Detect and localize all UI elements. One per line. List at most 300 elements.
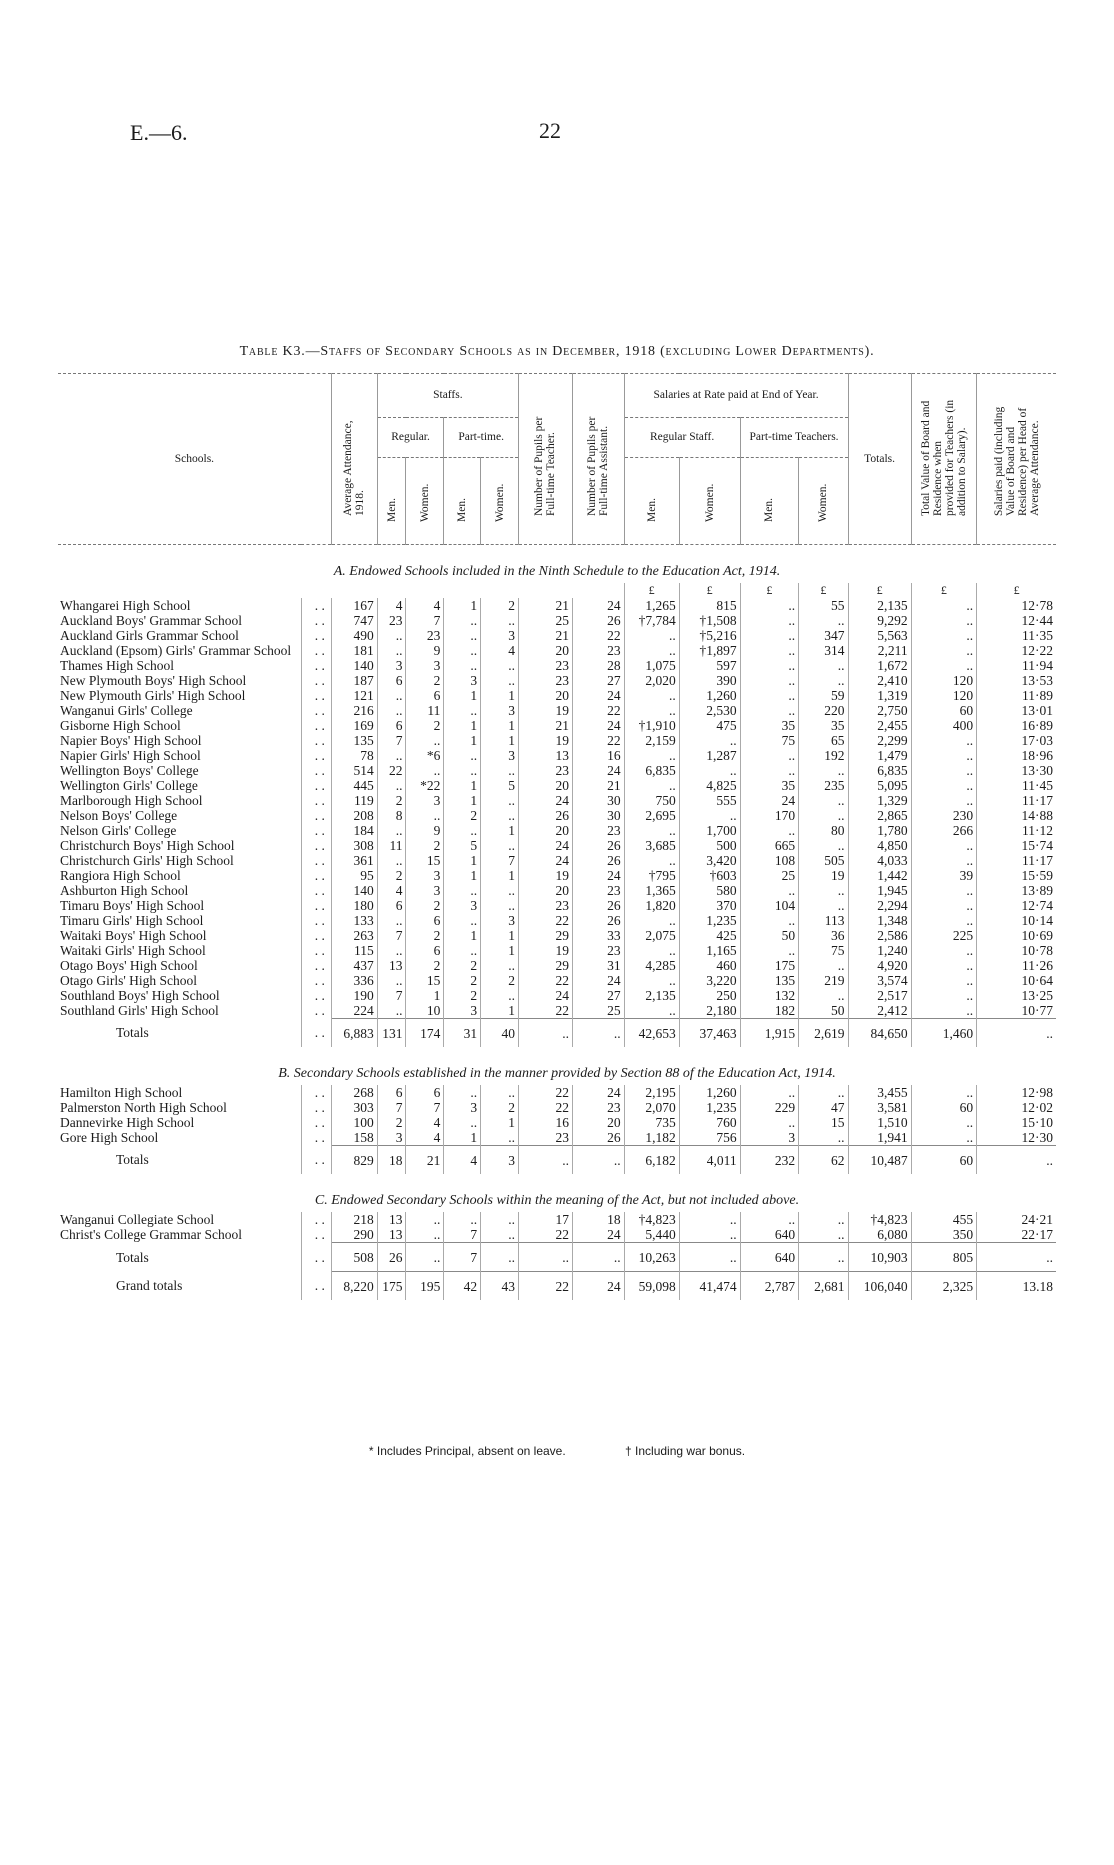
sal-pt-women-cell: ..	[799, 1227, 848, 1243]
avg-attendance-cell: 133	[331, 913, 377, 928]
table-row	[58, 988, 1056, 1003]
table-row	[58, 943, 1056, 958]
sal-reg-women-cell: 1,287	[679, 748, 740, 763]
sal-reg-women-cell: 4,011	[679, 1146, 740, 1175]
sal-pt-men-cell: 665	[740, 838, 799, 853]
staff-pt-women-header: Women.	[481, 457, 519, 544]
pupils-per-teacher-cell: 21	[518, 598, 572, 613]
sal-pt-men-cell: ..	[740, 913, 799, 928]
table-row	[58, 1085, 1056, 1100]
salary-total-cell: 1,348	[848, 913, 911, 928]
sal-reg-women-cell: 3,220	[679, 973, 740, 988]
sal-pt-women-cell: ..	[799, 1212, 848, 1227]
sal-pt-men-cell: 35	[740, 718, 799, 733]
leader-dots: . .	[301, 1212, 331, 1227]
leader-dots: . .	[301, 808, 331, 823]
units-spacer	[58, 583, 624, 598]
per-head-cell: 13.18	[977, 1272, 1056, 1301]
sal-reg-women-cell: 1,235	[679, 1100, 740, 1115]
staff-reg-men-cell: ..	[377, 973, 406, 988]
staff-reg-women-cell: ..	[406, 733, 444, 748]
sal-reg-men-cell: 10,263	[624, 1243, 679, 1272]
staff-reg-women-cell: 2	[406, 928, 444, 943]
pupils-per-teacher-cell: 22	[518, 1272, 572, 1301]
staff-reg-women-cell: 4	[406, 1115, 444, 1130]
pupils-per-teacher-cell: 20	[518, 823, 572, 838]
pupils-per-assistant-cell: 26	[572, 613, 624, 628]
staff-pt-women-cell: 1	[481, 1115, 519, 1130]
sal-reg-women-cell: 475	[679, 718, 740, 733]
school-name: New Plymouth Boys' High School	[60, 673, 247, 688]
per-head-cell: 13·89	[977, 883, 1056, 898]
unit-pound: £	[911, 583, 976, 598]
table-row	[58, 973, 1056, 988]
board-value-cell: ..	[911, 733, 976, 748]
pupils-per-assistant-cell: 31	[572, 958, 624, 973]
leader-dots: . .	[301, 733, 331, 748]
sal-reg-women-cell: 760	[679, 1115, 740, 1130]
sal-pt-men-cell: ..	[740, 613, 799, 628]
sal-pt-women-cell: 65	[799, 733, 848, 748]
per-head-cell: 17·03	[977, 733, 1056, 748]
staff-reg-women-cell: 21	[406, 1146, 444, 1175]
sal-pt-men-cell: 108	[740, 853, 799, 868]
table-row	[58, 778, 1056, 793]
sal-reg-women-cell: ..	[679, 1243, 740, 1272]
table-row	[58, 928, 1056, 943]
board-value-cell: 2,325	[911, 1272, 976, 1301]
avg-attendance-cell: 290	[331, 1227, 377, 1243]
school-name: Wellington Boys' College	[60, 763, 199, 778]
avg-attendance-cell: 119	[331, 793, 377, 808]
staff-pt-men-cell: ..	[444, 1085, 481, 1100]
sal-reg-men-cell: 2,159	[624, 733, 679, 748]
board-value-cell: 225	[911, 928, 976, 943]
staff-pt-women-cell: 3	[481, 628, 519, 643]
staff-pt-men-cell: ..	[444, 943, 481, 958]
leader-dots: . .	[301, 1272, 331, 1301]
salary-total-cell: 2,211	[848, 643, 911, 658]
pupils-per-teacher-cell: 17	[518, 1212, 572, 1227]
staff-pt-men-cell: 7	[444, 1227, 481, 1243]
staff-pt-women-cell: 1	[481, 1003, 519, 1019]
staffs-header: Staffs.	[377, 374, 518, 418]
sal-pt-women-cell: 36	[799, 928, 848, 943]
table-row	[58, 658, 1056, 673]
school-name: Southland Girls' High School	[60, 1003, 219, 1019]
board-value-cell: 1,460	[911, 1019, 976, 1048]
unit-pound: £	[799, 583, 848, 598]
school-name: Auckland Boys' Grammar School	[60, 613, 243, 628]
avg-attendance-cell: 187	[331, 673, 377, 688]
board-value-cell: ..	[911, 598, 976, 613]
pupils-per-teacher-header: Number of Pupils per Full-time Teacher.	[518, 374, 572, 545]
per-head-cell: 11·94	[977, 658, 1056, 673]
sal-reg-men-cell: †795	[624, 868, 679, 883]
school-name: Thames High School	[60, 658, 174, 673]
per-head-cell: 13·25	[977, 988, 1056, 1003]
staff-reg-women-header: Women.	[406, 457, 444, 544]
sal-reg-men-cell: 59,098	[624, 1272, 679, 1301]
per-head-cell: ..	[977, 1243, 1056, 1272]
sal-reg-men-cell: 1,182	[624, 1130, 679, 1146]
sal-reg-men-cell: ..	[624, 778, 679, 793]
school-name: Timaru Boys' High School	[60, 898, 205, 913]
per-head-cell: 12·44	[977, 613, 1056, 628]
sal-reg-men-header: Men.	[624, 457, 679, 544]
pupils-per-assistant-cell: 26	[572, 853, 624, 868]
staff-pt-women-cell: 43	[481, 1272, 519, 1301]
avg-attendance-cell: 747	[331, 613, 377, 628]
unit-pound: £	[848, 583, 911, 598]
sal-pt-men-cell: 229	[740, 1100, 799, 1115]
staff-pt-women-cell: 2	[481, 973, 519, 988]
avg-attendance-cell: 445	[331, 778, 377, 793]
avg-attendance-cell: 216	[331, 703, 377, 718]
salary-total-cell: 1,672	[848, 658, 911, 673]
pupils-per-assistant-cell: 23	[572, 883, 624, 898]
salary-total-cell: 2,517	[848, 988, 911, 1003]
sal-reg-men-cell: 750	[624, 793, 679, 808]
board-value-cell: ..	[911, 793, 976, 808]
sal-pt-women-cell: 50	[799, 1003, 848, 1019]
avg-attendance-cell: 829	[331, 1146, 377, 1175]
table-title	[0, 344, 1114, 360]
table-row	[58, 913, 1056, 928]
salary-total-cell: 5,095	[848, 778, 911, 793]
avg-attendance-cell: 308	[331, 838, 377, 853]
sal-reg-women-cell: 460	[679, 958, 740, 973]
sal-pt-women-cell: 235	[799, 778, 848, 793]
staff-reg-men-cell: ..	[377, 628, 406, 643]
school-name: Auckland Girls Grammar School	[60, 628, 239, 643]
sal-pt-men-cell: ..	[740, 763, 799, 778]
sal-reg-women-cell: 425	[679, 928, 740, 943]
staff-pt-men-cell: ..	[444, 913, 481, 928]
sal-pt-women-cell: 62	[799, 1146, 848, 1175]
pupils-per-teacher-cell: 19	[518, 943, 572, 958]
leader-dots: . .	[301, 793, 331, 808]
sal-reg-women-cell: 37,463	[679, 1019, 740, 1048]
pupils-per-assistant-cell: 33	[572, 928, 624, 943]
staff-pt-women-cell: 1	[481, 733, 519, 748]
board-value-cell: ..	[911, 913, 976, 928]
leader-dots: . .	[301, 718, 331, 733]
pupils-per-teacher-cell: 22	[518, 1227, 572, 1243]
leader-dots: . .	[301, 1100, 331, 1115]
salary-total-cell: 1,240	[848, 943, 911, 958]
sal-reg-women-cell: †5,216	[679, 628, 740, 643]
board-value-cell: ..	[911, 613, 976, 628]
salary-total-cell: 1,510	[848, 1115, 911, 1130]
board-value-cell: 350	[911, 1227, 976, 1243]
per-head-cell: 10·14	[977, 913, 1056, 928]
per-head-cell: 11·89	[977, 688, 1056, 703]
board-value-cell: ..	[911, 1003, 976, 1019]
staff-reg-men-cell: 26	[377, 1243, 406, 1272]
table-row	[58, 838, 1056, 853]
avg-attendance-cell: 184	[331, 823, 377, 838]
pupils-per-teacher-cell: 23	[518, 763, 572, 778]
pupils-per-assistant-cell: 25	[572, 1003, 624, 1019]
staff-pt-women-cell: 2	[481, 1100, 519, 1115]
table-row	[58, 1115, 1056, 1130]
staff-reg-women-cell: 11	[406, 703, 444, 718]
per-head-cell: 10·78	[977, 943, 1056, 958]
per-head-cell: 14·88	[977, 808, 1056, 823]
sal-pt-women-cell: ..	[799, 898, 848, 913]
avg-attendance-cell: 6,883	[331, 1019, 377, 1048]
salary-total-cell: 1,329	[848, 793, 911, 808]
staff-reg-men-cell: 2	[377, 793, 406, 808]
table-row	[58, 793, 1056, 808]
pupils-per-teacher-cell: 20	[518, 883, 572, 898]
pupils-per-assistant-cell: 24	[572, 598, 624, 613]
sal-reg-women-cell: ..	[679, 808, 740, 823]
staff-pt-women-cell: ..	[481, 1130, 519, 1146]
sal-reg-women-cell: 250	[679, 988, 740, 1003]
avg-attendance-cell: 336	[331, 973, 377, 988]
salary-total-cell: 2,299	[848, 733, 911, 748]
leader-dots: . .	[301, 943, 331, 958]
staff-reg-men-cell: ..	[377, 853, 406, 868]
per-head-cell: 12·30	[977, 1130, 1056, 1146]
board-value-cell: 60	[911, 1100, 976, 1115]
pupils-per-teacher-cell: 29	[518, 928, 572, 943]
pupils-per-assistant-cell: 16	[572, 748, 624, 763]
board-value-cell: ..	[911, 883, 976, 898]
per-head-cell: 11·26	[977, 958, 1056, 973]
staff-pt-women-cell: ..	[481, 898, 519, 913]
per-head-header: Salaries paid (including Value of Board and Residence) per Head of Average Attendance.	[977, 374, 1056, 545]
sal-pt-women-cell: 15	[799, 1115, 848, 1130]
sal-pt-women-cell: ..	[799, 1085, 848, 1100]
staff-reg-women-cell: 4	[406, 598, 444, 613]
staff-pt-women-cell: 1	[481, 823, 519, 838]
staff-pt-men-cell: 1	[444, 718, 481, 733]
pupils-per-assistant-cell: 24	[572, 1085, 624, 1100]
schools-header: Schools.	[58, 374, 331, 545]
staff-reg-men-cell: 18	[377, 1146, 406, 1175]
section-heading-row	[58, 1174, 1056, 1212]
sal-pt-women-cell: 80	[799, 823, 848, 838]
leader-dots: . .	[301, 913, 331, 928]
salary-total-cell: 2,750	[848, 703, 911, 718]
staff-reg-women-cell: 3	[406, 658, 444, 673]
staff-reg-women-cell: 15	[406, 853, 444, 868]
board-value-cell: 230	[911, 808, 976, 823]
staff-reg-men-cell: 13	[377, 1227, 406, 1243]
board-value-cell: ..	[911, 943, 976, 958]
sal-reg-women-cell: †1,897	[679, 643, 740, 658]
staff-pt-women-cell: 3	[481, 1146, 519, 1175]
sal-reg-women-cell: 370	[679, 898, 740, 913]
salary-total-cell: †4,823	[848, 1212, 911, 1227]
sal-pt-women-cell: 47	[799, 1100, 848, 1115]
pupils-per-assistant-cell: 24	[572, 718, 624, 733]
board-value-cell: ..	[911, 853, 976, 868]
footnotes	[0, 1444, 1114, 1458]
avg-attendance-cell: 158	[331, 1130, 377, 1146]
sal-pt-men-cell: ..	[740, 673, 799, 688]
leader-dots: . .	[301, 1146, 331, 1175]
per-head-cell: 15·74	[977, 838, 1056, 853]
pupils-per-teacher-cell: 22	[518, 913, 572, 928]
grand-totals-row	[58, 1272, 1056, 1301]
sal-reg-men-cell: ..	[624, 943, 679, 958]
school-name: Hamilton High School	[60, 1085, 183, 1100]
sal-reg-women-cell: 555	[679, 793, 740, 808]
staff-reg-men-cell: 7	[377, 1100, 406, 1115]
staff-reg-women-cell: 6	[406, 688, 444, 703]
staff-reg-women-cell: 3	[406, 793, 444, 808]
staff-reg-men-cell: 7	[377, 988, 406, 1003]
page-number: 22	[539, 118, 561, 143]
totals-row	[58, 1019, 1056, 1048]
salary-total-cell: 2,135	[848, 598, 911, 613]
school-name: Nelson Girls' College	[60, 823, 177, 838]
pupils-per-assistant-cell: 24	[572, 688, 624, 703]
table-row	[58, 808, 1056, 823]
sal-reg-women-cell: 390	[679, 673, 740, 688]
school-name: Totals	[116, 1249, 149, 1265]
salary-total-cell: 84,650	[848, 1019, 911, 1048]
regular-staff-header: Regular Staff.	[624, 418, 740, 458]
board-value-cell: ..	[911, 838, 976, 853]
pupils-per-teacher-cell: 16	[518, 1115, 572, 1130]
table-row	[58, 1003, 1056, 1019]
leader-dots: . .	[301, 763, 331, 778]
sal-reg-men-cell: 6,835	[624, 763, 679, 778]
avg-attendance-cell: 167	[331, 598, 377, 613]
school-name: Christchurch Boys' High School	[60, 838, 235, 853]
salary-total-cell: 3,455	[848, 1085, 911, 1100]
leader-dots: . .	[301, 928, 331, 943]
staff-reg-men-cell: 6	[377, 1085, 406, 1100]
pupils-per-teacher-cell: 23	[518, 898, 572, 913]
sal-pt-women-cell: 113	[799, 913, 848, 928]
table-row	[58, 748, 1056, 763]
staff-reg-men-cell: 11	[377, 838, 406, 853]
pupils-per-assistant-cell: 26	[572, 838, 624, 853]
staff-reg-men-cell: 7	[377, 928, 406, 943]
sal-pt-men-cell: ..	[740, 1115, 799, 1130]
staff-reg-women-cell: 6	[406, 943, 444, 958]
leader-dots: . .	[301, 958, 331, 973]
table-row	[58, 868, 1056, 883]
leader-dots: . .	[301, 853, 331, 868]
staff-reg-men-cell: 13	[377, 958, 406, 973]
staff-pt-women-cell: ..	[481, 1243, 519, 1272]
sal-reg-women-cell: 2,180	[679, 1003, 740, 1019]
salary-total-cell: 10,903	[848, 1243, 911, 1272]
staff-pt-men-cell: 1	[444, 853, 481, 868]
staff-reg-men-cell: ..	[377, 823, 406, 838]
sal-reg-men-cell: ..	[624, 823, 679, 838]
staff-reg-men-cell: 4	[377, 598, 406, 613]
staff-pt-men-cell: 4	[444, 1146, 481, 1175]
staff-pt-men-cell: 3	[444, 1003, 481, 1019]
sal-pt-women-cell: ..	[799, 1130, 848, 1146]
salary-total-cell: 3,581	[848, 1100, 911, 1115]
sal-pt-women-cell: 75	[799, 943, 848, 958]
staff-pt-women-cell: ..	[481, 988, 519, 1003]
per-head-cell: 10·69	[977, 928, 1056, 943]
avg-attendance-cell: 514	[331, 763, 377, 778]
sal-pt-women-cell: 55	[799, 598, 848, 613]
regular-header: Regular.	[377, 418, 444, 458]
per-head-cell: 15·10	[977, 1115, 1056, 1130]
salary-total-cell: 10,487	[848, 1146, 911, 1175]
sal-pt-women-cell: 2,619	[799, 1019, 848, 1048]
pupils-per-assistant-cell: 24	[572, 1227, 624, 1243]
staff-reg-women-cell: 6	[406, 913, 444, 928]
staff-reg-women-cell: ..	[406, 1227, 444, 1243]
school-name: Napier Girls' High School	[60, 748, 201, 763]
per-head-cell: ..	[977, 1146, 1056, 1175]
staff-reg-men-cell: 175	[377, 1272, 406, 1301]
per-head-cell: 12·22	[977, 643, 1056, 658]
avg-attendance-cell: 8,220	[331, 1272, 377, 1301]
staff-pt-men-cell: 1	[444, 688, 481, 703]
salary-total-cell: 1,941	[848, 1130, 911, 1146]
footnote-war-bonus: † Including war bonus.	[625, 1444, 746, 1458]
staff-pt-men-cell: 5	[444, 838, 481, 853]
leader-dots: . .	[301, 628, 331, 643]
staff-pt-men-cell: ..	[444, 658, 481, 673]
section-heading: A. Endowed Schools included in the Ninth Schedule to the Education Act, 1914.	[333, 564, 781, 579]
table-row	[58, 1130, 1056, 1146]
sal-reg-men-cell: 1,075	[624, 658, 679, 673]
staff-pt-women-cell: 1	[481, 868, 519, 883]
pupils-per-teacher-cell: 23	[518, 673, 572, 688]
per-head-cell: 22·17	[977, 1227, 1056, 1243]
staff-pt-men-cell: ..	[444, 748, 481, 763]
sal-reg-women-header: Women.	[679, 457, 740, 544]
pupils-per-teacher-cell: 21	[518, 628, 572, 643]
sal-pt-women-cell: ..	[799, 883, 848, 898]
sal-reg-women-cell: 1,260	[679, 1085, 740, 1100]
sal-reg-men-cell: 1,365	[624, 883, 679, 898]
sal-pt-women-cell: ..	[799, 958, 848, 973]
leader-dots: . .	[301, 973, 331, 988]
sal-reg-men-cell: ..	[624, 628, 679, 643]
staff-pt-men-cell: ..	[444, 883, 481, 898]
school-name: Auckland (Epsom) Girls' Grammar School	[60, 643, 292, 658]
table-row	[58, 853, 1056, 868]
salary-total-cell: 6,080	[848, 1227, 911, 1243]
staff-pt-women-cell: 2	[481, 598, 519, 613]
sal-pt-women-header: Women.	[799, 457, 848, 544]
staff-reg-women-cell: ..	[406, 1243, 444, 1272]
avg-attendance-cell: 169	[331, 718, 377, 733]
staff-pt-men-cell: 1	[444, 868, 481, 883]
staff-pt-men-cell: 1	[444, 928, 481, 943]
per-head-cell: ..	[977, 1019, 1056, 1048]
pupils-per-teacher-cell: 24	[518, 838, 572, 853]
sal-reg-women-cell: 1,260	[679, 688, 740, 703]
staff-reg-women-cell: 9	[406, 643, 444, 658]
school-name: Waitaki Boys' High School	[60, 928, 207, 943]
board-value-cell: ..	[911, 628, 976, 643]
sal-pt-women-cell: ..	[799, 673, 848, 688]
staff-pt-men-cell: 1	[444, 1130, 481, 1146]
staff-pt-women-cell: ..	[481, 1085, 519, 1100]
pupils-per-assistant-cell: 26	[572, 1130, 624, 1146]
pupils-per-teacher-cell: 19	[518, 733, 572, 748]
totals-row	[58, 1146, 1056, 1175]
staff-reg-women-cell: ..	[406, 1212, 444, 1227]
